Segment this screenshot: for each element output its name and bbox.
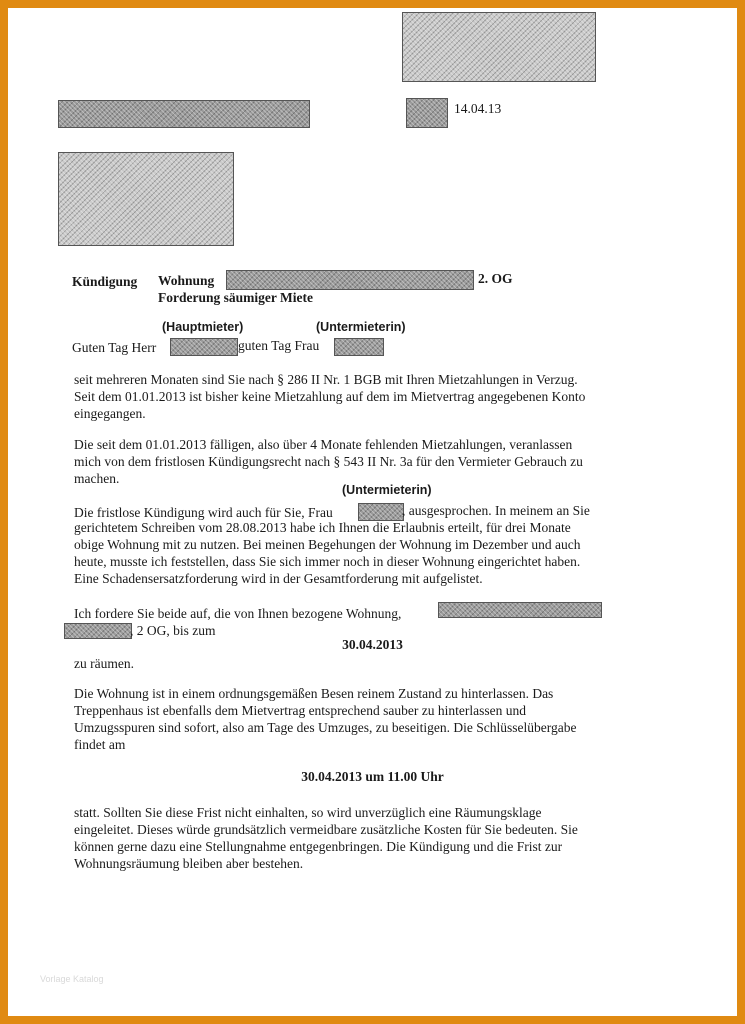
para3-start: Die fristlose Kündigung wird auch für Sie, Frau [74,505,333,520]
redacted-place [406,98,448,128]
greeting-herr: Guten Tag Herr [72,340,157,355]
subject-apartment: Wohnung [158,273,215,288]
letter-date: 14.04.13 [454,101,502,116]
letter-page [8,8,737,1016]
deadline-date: 30.04.2013 [342,637,403,652]
redacted-sender-block [402,12,596,82]
subject-floor: 2. OG [478,271,513,286]
handover-date: 30.04.2013 um 11.00 Uhr [301,769,444,784]
redacted-apartment-address [226,270,474,290]
greeting-frau: guten Tag Frau [238,338,320,353]
para4-end: zu räumen. [74,656,134,671]
role-sub-label-2: (Untermieterin) [342,483,432,497]
redacted-sender-line [58,100,310,128]
paragraph-cleaning: Die Wohnung ist in einem ordnungsgemäßen Besen reinem Zustand zu hinterlassen. Das Treppenhaus ist ebenfalls dem Mietvertrag entsprechend sauber zu hinterlassen und Umzugsspuren sind sofort, also am Tage des Umzuges, zu beseitigen. Die Schlüsselübergabe findet am [74,686,577,752]
para4-line2: , 2 OG, bis zum [130,623,216,638]
watermark: Vorlage Katalog [40,974,104,984]
paragraph-payment-default: seit mehreren Monaten sind Sie nach § 286 II Nr. 1 BGB mit Ihren Mietzahlungen in Verzug. Seit dem 01.01.2013 ist bisher keine Mietzahlung auf dem im Mietvertrag angegebenen Konto eingegangen. [74,372,586,421]
redacted-name-herr [170,338,238,356]
subject-line2: Forderung säumiger Miete [158,290,313,305]
para4-start: Ich fordere Sie beide auf, die von Ihnen bezogene Wohnung, [74,606,402,621]
paragraph-termination: Die seit dem 01.01.2013 fälligen, also über 4 Monate fehlenden Mietzahlungen, veranlassen mich von dem fristlosen Kündigungsrecht nach § 543 II Nr. 3a für den Vermieter Gebrauch zu machen. [74,437,583,486]
redacted-name-frau [334,338,384,356]
para3-end: , ausgesprochen. In meinem an Sie [402,503,590,518]
role-sub-label: (Untermieterin) [316,320,406,334]
subject-label: Kündigung [72,274,138,289]
role-main-label: (Hauptmieter) [162,320,244,334]
redacted-recipient-address [58,152,234,246]
paragraph-subtenant: gerichtetem Schreiben vom 28.08.2013 habe ich Ihnen die Erlaubnis erteilt, für drei Monate obige Wohnung mit zu nutzen. Bei meinen Begehungen der Wohnung im Dezember und auch heute, musste ich feststellen, dass Sie sich immer noch in dieser Wohnung eingerichtet haben. Eine Schadensersatzforderung wird in der Gesamtforderung mit aufgelistet. [74,520,581,586]
paragraph-consequences: statt. Sollten Sie diese Frist nicht einhalten, so wird unverzüglich eine Räumungsklage eingeleitet. Dieses würde grundsätzlich vermeidbare zusätzliche Kosten für Sie bedeuten. Sie können gerne dazu eine Stellungnahme entgegenbringen. Die Kündigung und die Frist zur Wohnungsräumung bleiben aber bestehen. [74,805,578,871]
redacted-street [438,602,602,618]
